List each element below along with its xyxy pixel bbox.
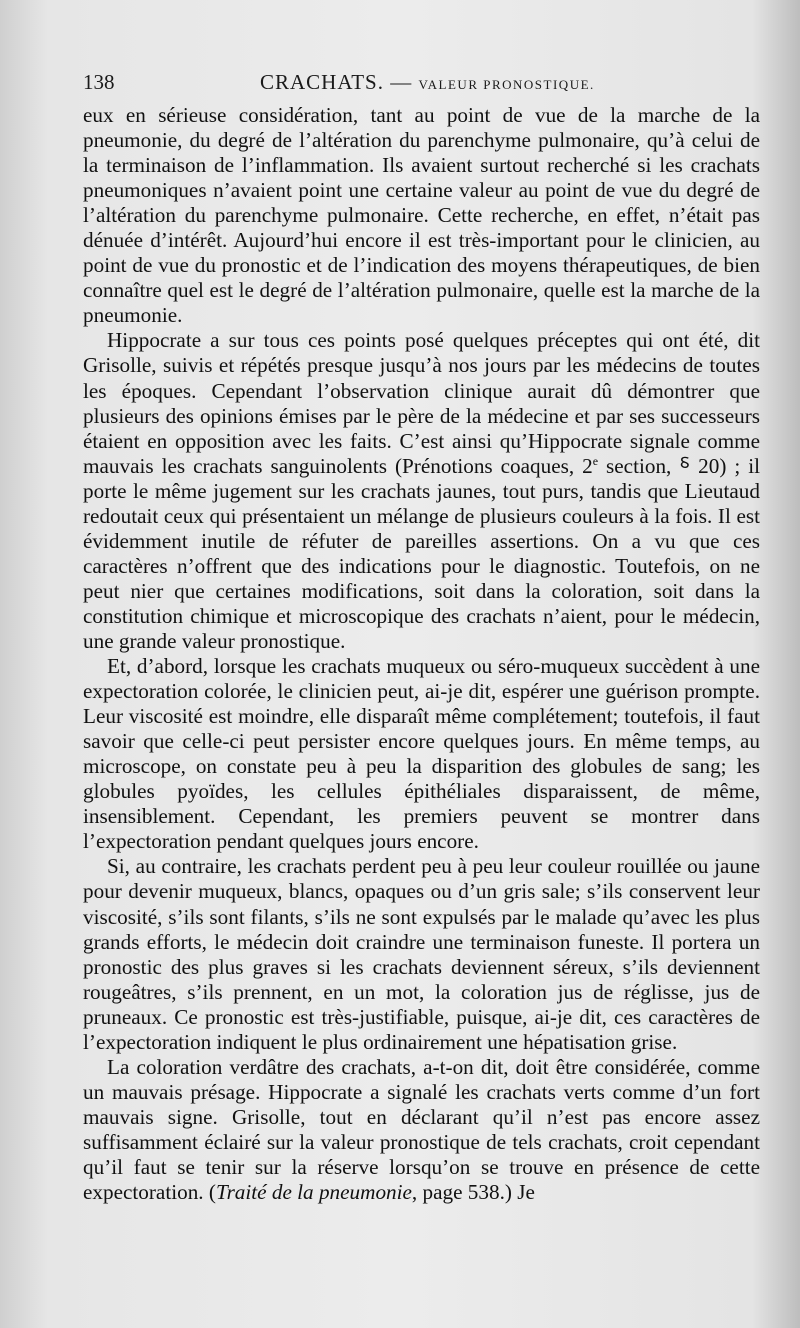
paragraph-3: Et, d’abord, lorsque les crachats muqueux ou séro-muqueux succèdent à une expectoration colorée, le clinicien peut, ai-je dit, espérer une guérison prompte. Leur viscosité est moindre, elle disparaît même complétement; toutefois, il faut savoir que celle-ci peut persister encore quelques jours. En même temps, au microscope, on constate peu à peu la disparition des globules de sang; les globules pyoïdes, les cellules épithéliales disparaissent, de même, insensiblement. Cependant, les premiers peuvent se montrer dans l’expectoration pendant quelques jours encore.	[83, 654, 760, 854]
paragraph-2	[83, 328, 760, 654]
chapter-title: CRACHATS.	[260, 70, 384, 94]
paragraph-2-text-a: Hippocrate a sur tous ces points posé quelques préceptes qui ont été, dit Grisolle, suivis et répétés presque jusqu’à nos jours par les médecins de toutes les époques. Cependant l’observation clinique aurait dû démontrer que plusieurs des opinions émises par le père de la médecine et par ses successeurs étaient en opposition avec les faits. C’est ainsi qu’Hippocrate signale comme mauvais les crachats sanguinolents (Prénotions coaques, 2	[83, 328, 760, 478]
paragraph-2-text-b: section, ⸹ 20) ; il porte le même jugement sur les crachats jaunes, tout purs, tandis que Lieutaud redoutait ceux qui présentaient un mélange de plusieurs couleurs à la fois. Il est évidemment inutile de réfuter de pareilles assertions. On a vu que ces caractères n’offrent que des indications pour le diagnostic. Toutefois, on ne peut nier que certaines modifications, soit dans la coloration, soit dans la constitution chimique et microscopique des crachats n’aient, pour le médecin, une grande valeur pronostique.	[83, 453, 760, 653]
paragraph-5-text-a: La coloration verdâtre des crachats, a-t-on dit, doit être considérée, comme un mauvais présage. Hippocrate a signalé les crachats verts comme d’un fort mauvais signe. Grisolle, tout en déclarant qu’il n’est pas encore assez suffisamment éclairé sur la valeur pronostique de tels crachats, croit cependant qu’il faut se tenir sur la réserve lorsqu’on se trouve en présence de cette expectoration. (	[83, 1054, 760, 1205]
paragraph-5-text-b: , page 538.) Je	[411, 1180, 535, 1205]
running-header	[83, 68, 760, 98]
book-title-citation: Traité de la pneumonie	[215, 1180, 412, 1205]
page-number: 138	[83, 70, 115, 94]
paragraph-4: Si, au contraire, les crachats perdent peu à peu leur couleur rouillée ou jaune pour devenir muqueux, blancs, opaques ou d’un gris sale; s’ils conservent leur viscosité, s’ils sont filants, s’ils ne sont expulsés par le malade qu’avec les plus grands efforts, le médecin doit craindre une terminaison funeste. Il portera un pronostic des plus graves si les crachats deviennent séreux, s’ils deviennent rougeâtres, s’ils prennent, en un mot, la coloration jus de réglisse, jus de pruneaux. Ce pronostic est très-justifiable, puisque, ai-je dit, ces caractères de l’expectoration indiquent le plus ordinairement une hépatisation grise.	[83, 854, 760, 1054]
title-separator: —	[383, 70, 419, 94]
running-title	[260, 70, 595, 95]
section-title: VALEUR PRONOSTIQUE.	[418, 77, 595, 92]
body-text	[83, 103, 760, 1205]
paragraph-5	[83, 1055, 760, 1205]
superscript-e: e	[592, 453, 599, 468]
paragraph-1: eux en sérieuse considération, tant au point de vue de la marche de la pneumonie, du degré de l’altération du parenchyme pulmonaire, qu’à celui de la terminaison de l’inflammation. Ils avaient surtout recherché si les crachats pneumoniques n’avaient point une certaine valeur au point de vue du degré de l’altération du parenchyme pulmonaire. Cette recherche, en effet, n’était pas dénuée d’intérêt. Aujourd’hui encore il est très-important pour le clinicien, au point de vue du pronostic et de l’indication des moyens thérapeutiques, de bien connaître quel est le degré de l’altération pulmonaire, quelle est la marche de la pneumonie.	[83, 103, 760, 328]
